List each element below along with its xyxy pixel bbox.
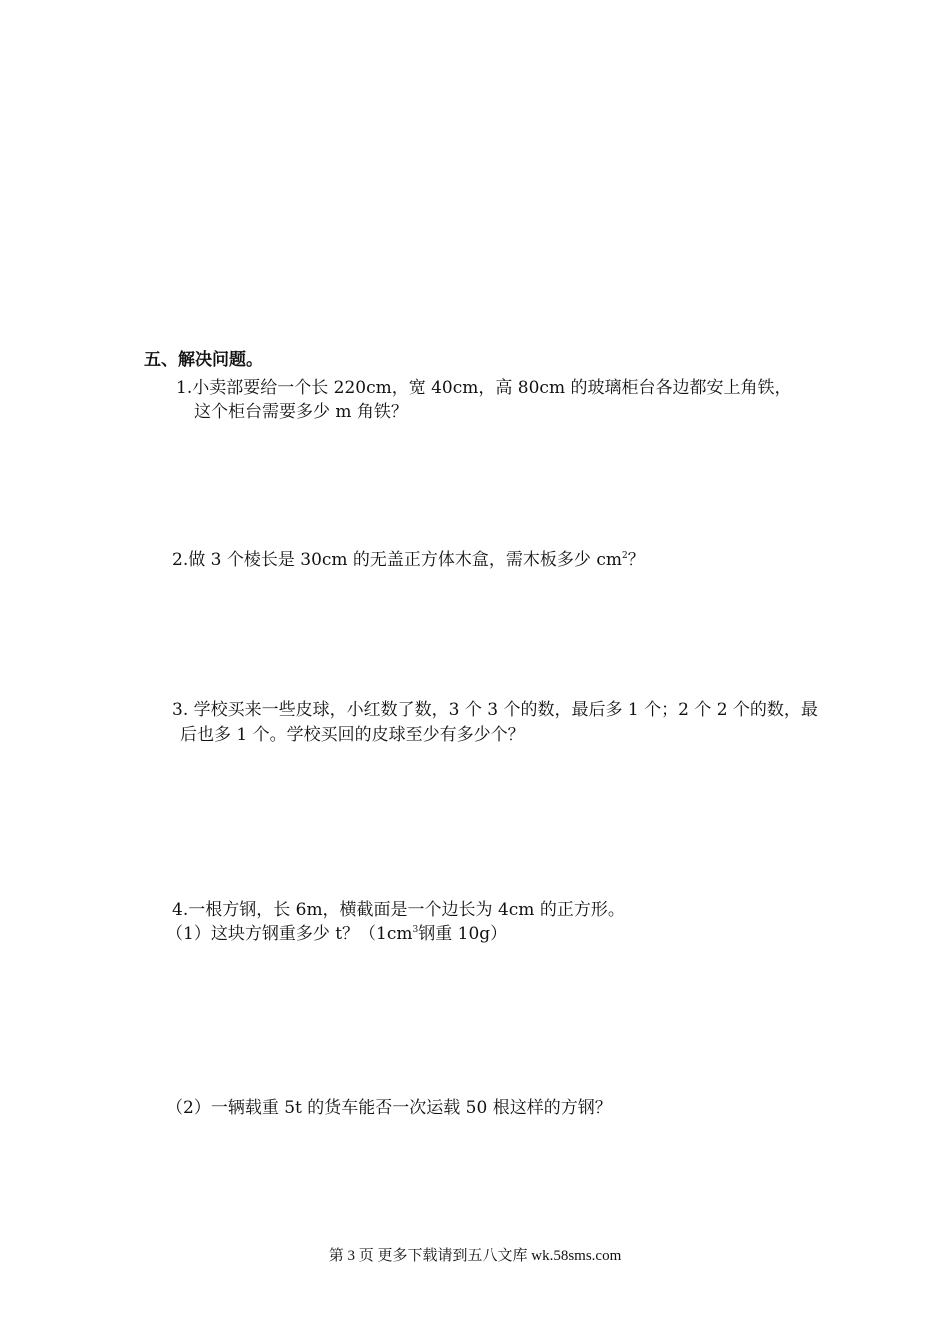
question-1-line-1: 1.小卖部要给一个长 220cm，宽 40cm，高 80cm 的玻璃柜台各边都安上角铁， [176, 378, 792, 398]
question-4-part-1-end: 钢重 10g） [418, 924, 508, 944]
question-2-exponent: 2 [621, 551, 628, 561]
question-3-line-1: 3. 学校买来一些皮球，小红数了数，3 个 3 个的数，最后多 1 个；2 个 2 个的数，最 [172, 700, 818, 720]
question-4-line-1: 4.一根方钢，长 6m，横截面是一个边长为 4cm 的正方形。 [172, 900, 625, 920]
question-3-line-2: 后也多 1 个。学校买回的皮球至少有多少个？ [180, 725, 525, 745]
section-heading: 五、解决问题。 [144, 350, 263, 370]
page-footer: 第 3 页 更多下载请到五八文库 wk.58sms.com [328, 1248, 622, 1264]
question-4-part-1-text: （1）这块方钢重多少 t？（1cm [166, 924, 413, 944]
question-1-line-2: 这个柜台需要多少 m 角铁？ [194, 402, 408, 422]
question-4-part-1-exponent: 3 [412, 925, 419, 935]
question-2 [172, 549, 645, 571]
question-2-text: 2.做 3 个棱长是 30cm 的无盖正方体木盒，需木板多少 cm [172, 550, 622, 570]
question-4-part-2: （2）一辆载重 5t 的货车能否一次运载 50 根这样的方钢？ [166, 1098, 612, 1118]
question-4-part-1 [166, 923, 507, 945]
question-2-end: ？ [627, 550, 645, 570]
